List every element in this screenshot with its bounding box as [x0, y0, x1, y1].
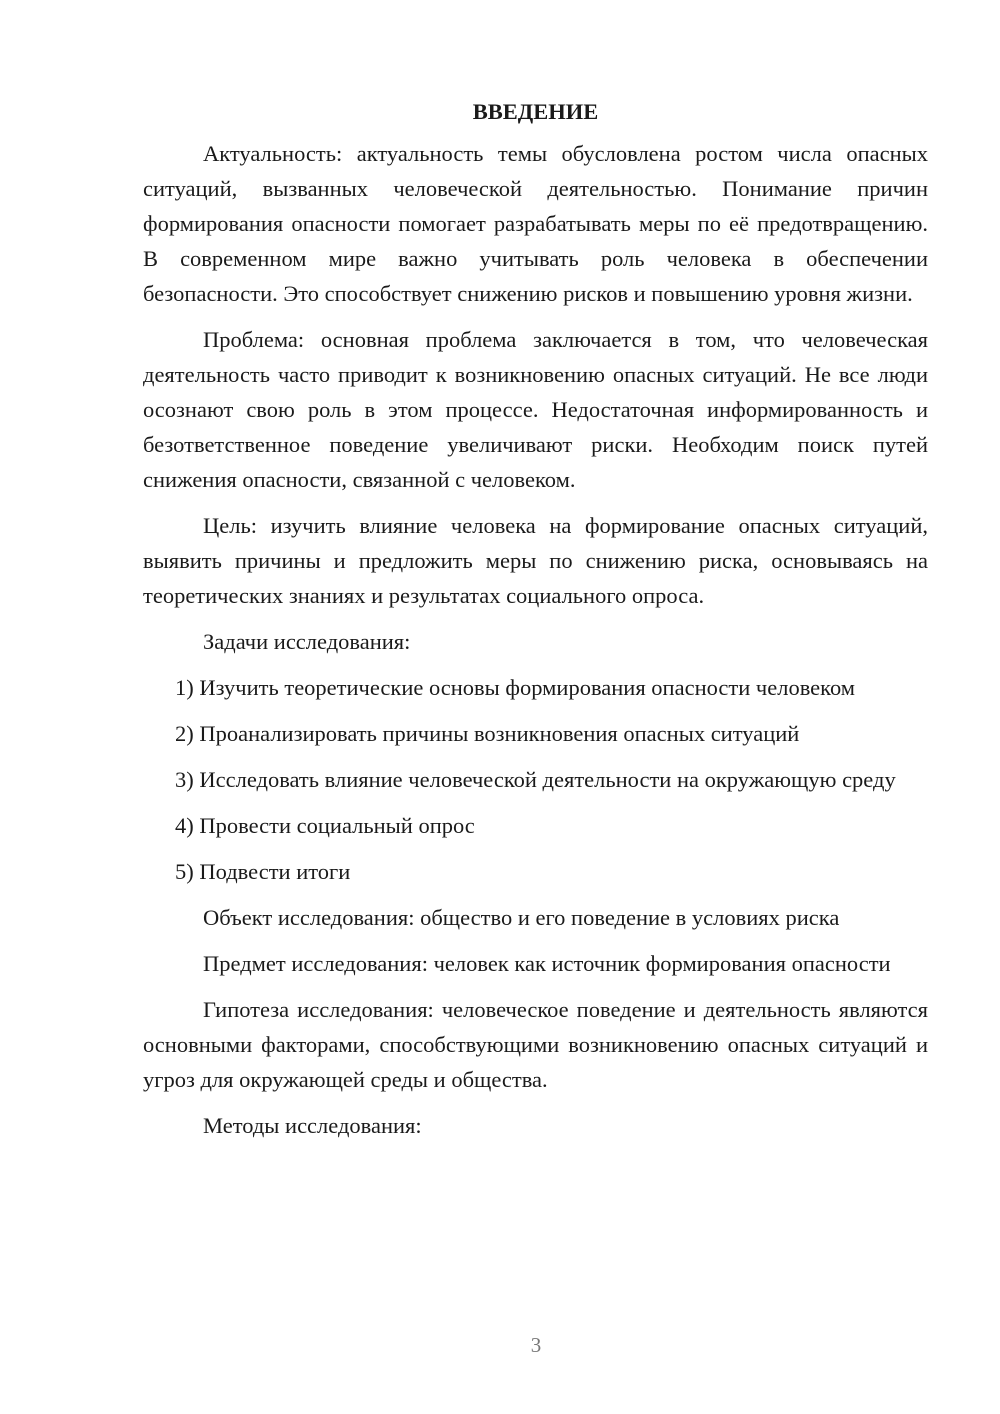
paragraph-object: Объект исследования: общество и его поведение в условиях риска — [203, 905, 840, 930]
paragraph-relevance: Актуальность: актуальность темы обусловлена ростом числа опасных ситуаций, вызванных человеческой деятельностью. Понимание причин формирования опасности помогает разрабатывать меры по её предотвращению. В современном мире важно учитывать роль человека в обеспечении безопасности. Это способствует снижению рисков и повышению уровня жизни. — [143, 141, 928, 306]
paragraph-problem: Проблема: основная проблема заключается в том, что человеческая деятельность часто приводит к возникновению опасных ситуаций. Не все люди осознают свою роль в этом процессе. Недостаточная информированность и безответственное поведение увеличивают риски. Необходим поиск путей снижения опасности, связанной с человеком. — [143, 327, 928, 492]
methods-heading: Методы исследования: — [203, 1113, 422, 1138]
task-item-5: 5) Подвести итоги — [175, 859, 351, 884]
page-title: ВВЕДЕНИЕ — [472, 99, 599, 124]
paragraph-goal: Цель: изучить влияние человека на формирование опасных ситуаций, выявить причины и предложить меры по снижению риска, основываясь на теоретических знаниях и результатах социального опроса. — [143, 513, 928, 608]
paragraph-hypothesis: Гипотеза исследования: человеческое поведение и деятельность являются основными факторами, способствующими возникновению опасных ситуаций и угроз для окружающей среды и общества. — [143, 997, 928, 1092]
tasks-heading: Задачи исследования: — [203, 629, 411, 654]
paragraph-subject: Предмет исследования: человек как источник формирования опасности — [203, 951, 891, 976]
task-item-2: 2) Проанализировать причины возникновения опасных ситуаций — [175, 721, 800, 746]
page-number: 3 — [530, 1333, 542, 1357]
page-content — [143, 94, 928, 1154]
task-item-3: 3) Исследовать влияние человеческой деятельности на окружающую среду — [175, 767, 896, 792]
task-item-1: 1) Изучить теоретические основы формирования опасности человеком — [175, 675, 856, 700]
task-item-4: 4) Провести социальный опрос — [175, 813, 475, 838]
